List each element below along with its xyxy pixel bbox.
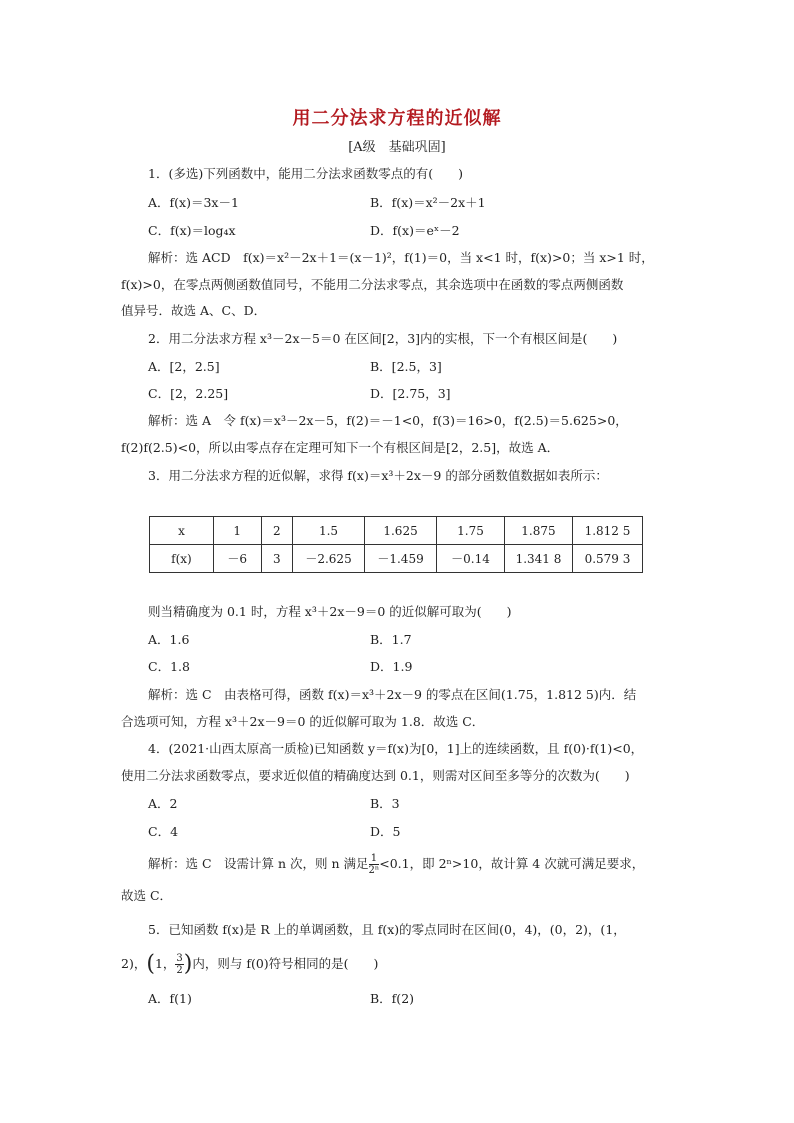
question-4-continued: 使用二分法求函数零点，要求近似值的精确度达到 0.1，则需对区间至多等分的次数为( ) [121, 768, 630, 783]
q5-text: 内，则与 f(0)符号相同的是( ) [192, 956, 379, 971]
q4-option-a: A．2 [148, 796, 178, 811]
fraction-denominator: 2 [176, 965, 183, 976]
q3-solution-line: 解析：选 C 由表格可得，函数 f(x)＝x³＋2x－9 的零点在区间(1.75，1.812 5)内．结 [148, 687, 637, 702]
table-cell: 0.579 3 [572, 545, 642, 573]
table-cell: －1.459 [365, 545, 437, 573]
table-cell: 1.75 [437, 517, 505, 545]
table-cell: －2.625 [293, 545, 365, 573]
q5-text: 2)， [121, 956, 147, 971]
q1-option-d: D．f(x)＝eˣ－2 [370, 223, 460, 238]
table-cell: 1.875 [505, 517, 573, 545]
fraction-numerator: 3 [176, 953, 183, 964]
q2-option-b: B．[2.5，3] [370, 359, 442, 374]
q4-option-c: C．4 [148, 824, 179, 839]
table-cell: 1.341 8 [505, 545, 573, 573]
q2-option-a: A．[2，2.5] [148, 359, 220, 374]
question-1: 1．(多选)下列函数中，能用二分法求函数零点的有( ) [148, 166, 463, 181]
q4-solution-text: <0.1，即 2ⁿ>10，故计算 4 次就可满足要求， [379, 856, 645, 871]
q1-option-a: A．f(x)＝3x－1 [148, 195, 239, 210]
table-cell: －0.14 [437, 545, 505, 573]
q2-option-d: D．[2.75，3] [370, 386, 451, 401]
page-title: 用二分法求方程的近似解 [292, 108, 502, 129]
right-paren-icon: ) [183, 951, 193, 977]
table-cell: 1.812 5 [572, 517, 642, 545]
q4-option-d: D．5 [370, 824, 401, 839]
q1-option-c: C．f(x)＝log₄x [148, 223, 236, 238]
q5-text: 1， [154, 956, 176, 971]
q4-solution-line [148, 853, 644, 876]
q2-solution-line: f(2)f(2.5)<0，所以由零点存在定理可知下一个有根区间是[2，2.5]，故选 A． [121, 440, 560, 455]
q4-solution-text: 解析：选 C 设需计算 n 次，则 n 满足 [148, 856, 369, 871]
q4-solution-line: 故选 C． [121, 888, 173, 903]
table-cell: x [150, 517, 214, 545]
q2-solution-line: 解析：选 A 令 f(x)＝x³－2x－5，f(2)＝－1<0，f(3)＝16>0，f(2.5)＝5.625>0， [148, 413, 628, 428]
left-paren-icon: ( [146, 951, 155, 977]
q3-solution-line: 合选项可知，方程 x³＋2x－9＝0 的近似解可取为 1.8．故选 C． [121, 714, 485, 729]
q5-option-b: B．f(2) [370, 991, 415, 1006]
q3-option-b: B．1.7 [370, 632, 412, 647]
q3-option-c: C．1.8 [148, 659, 190, 674]
q5-option-a: A．f(1) [148, 991, 192, 1006]
q2-option-c: C．[2，2.25] [148, 386, 229, 401]
table-cell: 1.625 [365, 517, 437, 545]
q1-solution-line: 解析：选 ACD f(x)＝x²－2x＋1＝(x－1)²，f(1)＝0，当 x<1 时，f(x)>0；当 x>1 时， [148, 250, 654, 265]
table-cell: －6 [213, 545, 261, 573]
q3-option-a: A．1.6 [148, 632, 190, 647]
table-cell: 1.5 [293, 517, 365, 545]
question-3: 3．用二分法求方程的近似解，求得 f(x)＝x³＋2x－9 的部分函数值数据如表所示： [148, 468, 608, 483]
question-5-continued [121, 953, 378, 976]
section-subtitle: [A级 基础巩固] [348, 140, 446, 155]
q4-option-b: B．3 [370, 796, 400, 811]
fraction [369, 853, 380, 876]
question-5: 5．已知函数 f(x)是 R 上的单调函数，且 f(x)的零点同时在区间(0，4)，(0，2)，(1， [148, 922, 626, 937]
q3-option-d: D．1.9 [370, 659, 413, 674]
table-row [150, 545, 643, 573]
fraction [175, 953, 183, 976]
q1-solution-line: 值异号．故选 A、C、D． [121, 303, 267, 318]
q1-solution-line: f(x)>0，在零点两侧函数值同号，不能用二分法求零点，其余选项中在函数的零点两侧函数 [121, 277, 624, 292]
table-cell: 2 [261, 517, 292, 545]
question-2: 2．用二分法求方程 x³－2x－5＝0 在区间[2，3]内的实根，下一个有根区间是( ) [148, 331, 618, 346]
fraction-numerator: 1 [369, 853, 380, 865]
q1-option-b: B．f(x)＝x²－2x＋1 [370, 195, 486, 210]
table-row [150, 517, 643, 545]
table-cell: 3 [261, 545, 292, 573]
function-value-table [149, 516, 643, 573]
table-cell: 1 [213, 517, 261, 545]
fraction-denominator: 2ⁿ [368, 865, 380, 876]
table-cell: f(x) [150, 545, 214, 573]
q3-question-continued: 则当精确度为 0.1 时，方程 x³＋2x－9＝0 的近似解可取为( ) [148, 604, 512, 619]
question-4: 4．(2021·山西太原高一质检)已知函数 y＝f(x)为[0，1]上的连续函数，且 f(0)·f(1)<0， [148, 741, 644, 756]
